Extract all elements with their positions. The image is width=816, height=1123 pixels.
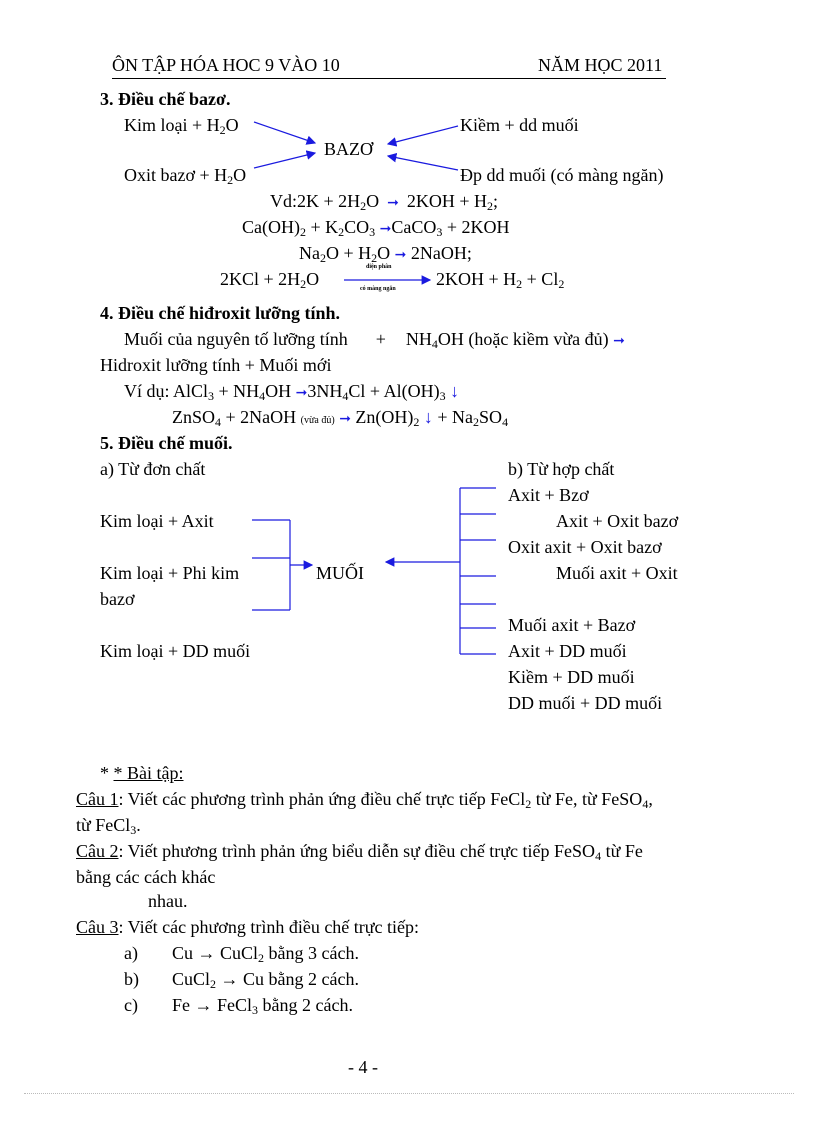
left-item-2: Kim loại + Phi kim [100, 563, 240, 583]
arrow-kimloai-to-bazo [254, 122, 315, 143]
right-item-6: Axit + DD muối [508, 641, 627, 661]
equation-4-left: $2KCl + 2H_2O$ [220, 269, 320, 291]
q3-item-a: Cu → CuCl$_2$ bằng 3 cách. [172, 943, 359, 965]
q3-item-a-marker: a) [124, 943, 138, 963]
s4-rule-result: Hidroxit lưỡng tính + Muối mới [100, 355, 332, 375]
s4-rule-text: Muối của nguyên tố lưỡng tính + $NH_4OH$ (hoặc kiềm vừa đủ) ➞ [124, 329, 625, 351]
section-5-title: 5. Điều chế muối. [100, 433, 233, 453]
equation-4-right: $2KOH + H_2 + Cl_2$ [436, 269, 565, 291]
right-item-1: Axit + Bzơ [508, 485, 589, 505]
right-item-7: Kiềm + DD muối [508, 667, 635, 687]
right-item-5: Muối axit + Bazơ [508, 615, 636, 635]
header-year: NĂM HỌC 2011 [538, 55, 663, 75]
question-1-cont: từ FeCl$_3$. [76, 815, 141, 837]
left-item-1: Kim loại + Axit [100, 511, 214, 531]
reactant-dien-phan: Đp dd muối (có màng ngăn) [460, 165, 664, 185]
arrow-oxit-to-bazo [254, 153, 315, 168]
q3-item-b-marker: b) [124, 969, 139, 989]
header-title: ÔN TẬP HÓA HOC 9 VÀO 10 [112, 55, 340, 75]
reactant-kimloai-h2o: Kim loại + $H_2O$ [124, 115, 239, 137]
q3-item-c: Fe → FeCl$_3$ bằng 2 cách. [172, 995, 353, 1017]
question-2-cont2: nhau. [148, 891, 188, 911]
section-4-title: 4. Điều chế hiđroxit lưỡng tính. [100, 303, 340, 323]
question-2-cont: bằng các cách khác [76, 867, 216, 887]
exercises-title: * * Bài tập: [100, 763, 184, 783]
left-item-3: Kim loại + DD muối [100, 641, 251, 661]
arrow-kiem-to-bazo [388, 126, 458, 144]
equation-1: Vd:2K + $2H_2O$ ➞ $2KOH + H_2$; [270, 191, 499, 213]
left-item-2b: bazơ [100, 589, 135, 609]
right-bracket [460, 488, 496, 654]
s4-example-2: ZnSO$_4$ + 2NaOH (vừa đủ) ➞ $Zn(OH)_2$ ↓ + $Na_2SO_4$ [172, 407, 509, 429]
right-item-3: Oxit axit + Oxit bazơ [508, 537, 662, 557]
reactant-kiem-ddmuoi: Kiềm + dd muối [460, 115, 579, 135]
equation-3: $Na_2O + H_2O$ ➞ 2NaOH; [299, 243, 472, 265]
s5-b-title: b) Từ hợp chất [508, 459, 615, 479]
s4-example-1: Ví dụ: AlCl$_3$ + $NH_4OH$ $➞3NH_4Cl + Al(OH)_3$ ↓ [124, 381, 460, 403]
section-3-title: 3. Điều chế bazơ. [100, 89, 231, 109]
equation-4-condition-top: điện phân [366, 264, 392, 270]
equation-2: $Ca(OH)_2 + K_2CO_3$ ➞CaCO$_3$ + 2KOH [242, 217, 510, 239]
muoi-center: MUỐI [316, 563, 364, 583]
question-2: Câu 2: Viết phương trình phản ứng biểu diễn sự điều chế trực tiếp FeSO$_4$ từ Fe [76, 841, 643, 863]
right-item-8: DD muối + DD muối [508, 693, 663, 713]
question-1: Câu 1: Viết các phương trình phản ứng điều chế trực tiếp FeCl$_2$ từ Fe, từ FeSO$_4$, [76, 789, 653, 811]
right-item-2: Axit + Oxit bazơ [556, 511, 679, 531]
equation-4-condition-bottom: có màng ngăn [360, 286, 396, 292]
right-item-4: Muối axit + Oxit [556, 563, 678, 583]
q3-item-c-marker: c) [124, 995, 138, 1015]
reactant-oxit-h2o: Oxit bazơ + $H_2O$ [124, 165, 247, 187]
bazo-center: BAZƠ [324, 139, 373, 159]
arrow-dp-to-bazo [388, 156, 458, 170]
footer-rule [24, 1093, 794, 1094]
question-3: Câu 3: Viết các phương trình điều chế trực tiếp: [76, 917, 420, 937]
page-number: - 4 - [348, 1057, 378, 1077]
left-bracket [252, 520, 290, 610]
q3-item-b: CuCl$_2$ → Cu bằng 2 cách. [172, 969, 359, 991]
s5-a-title: a) Từ đơn chất [100, 459, 206, 479]
